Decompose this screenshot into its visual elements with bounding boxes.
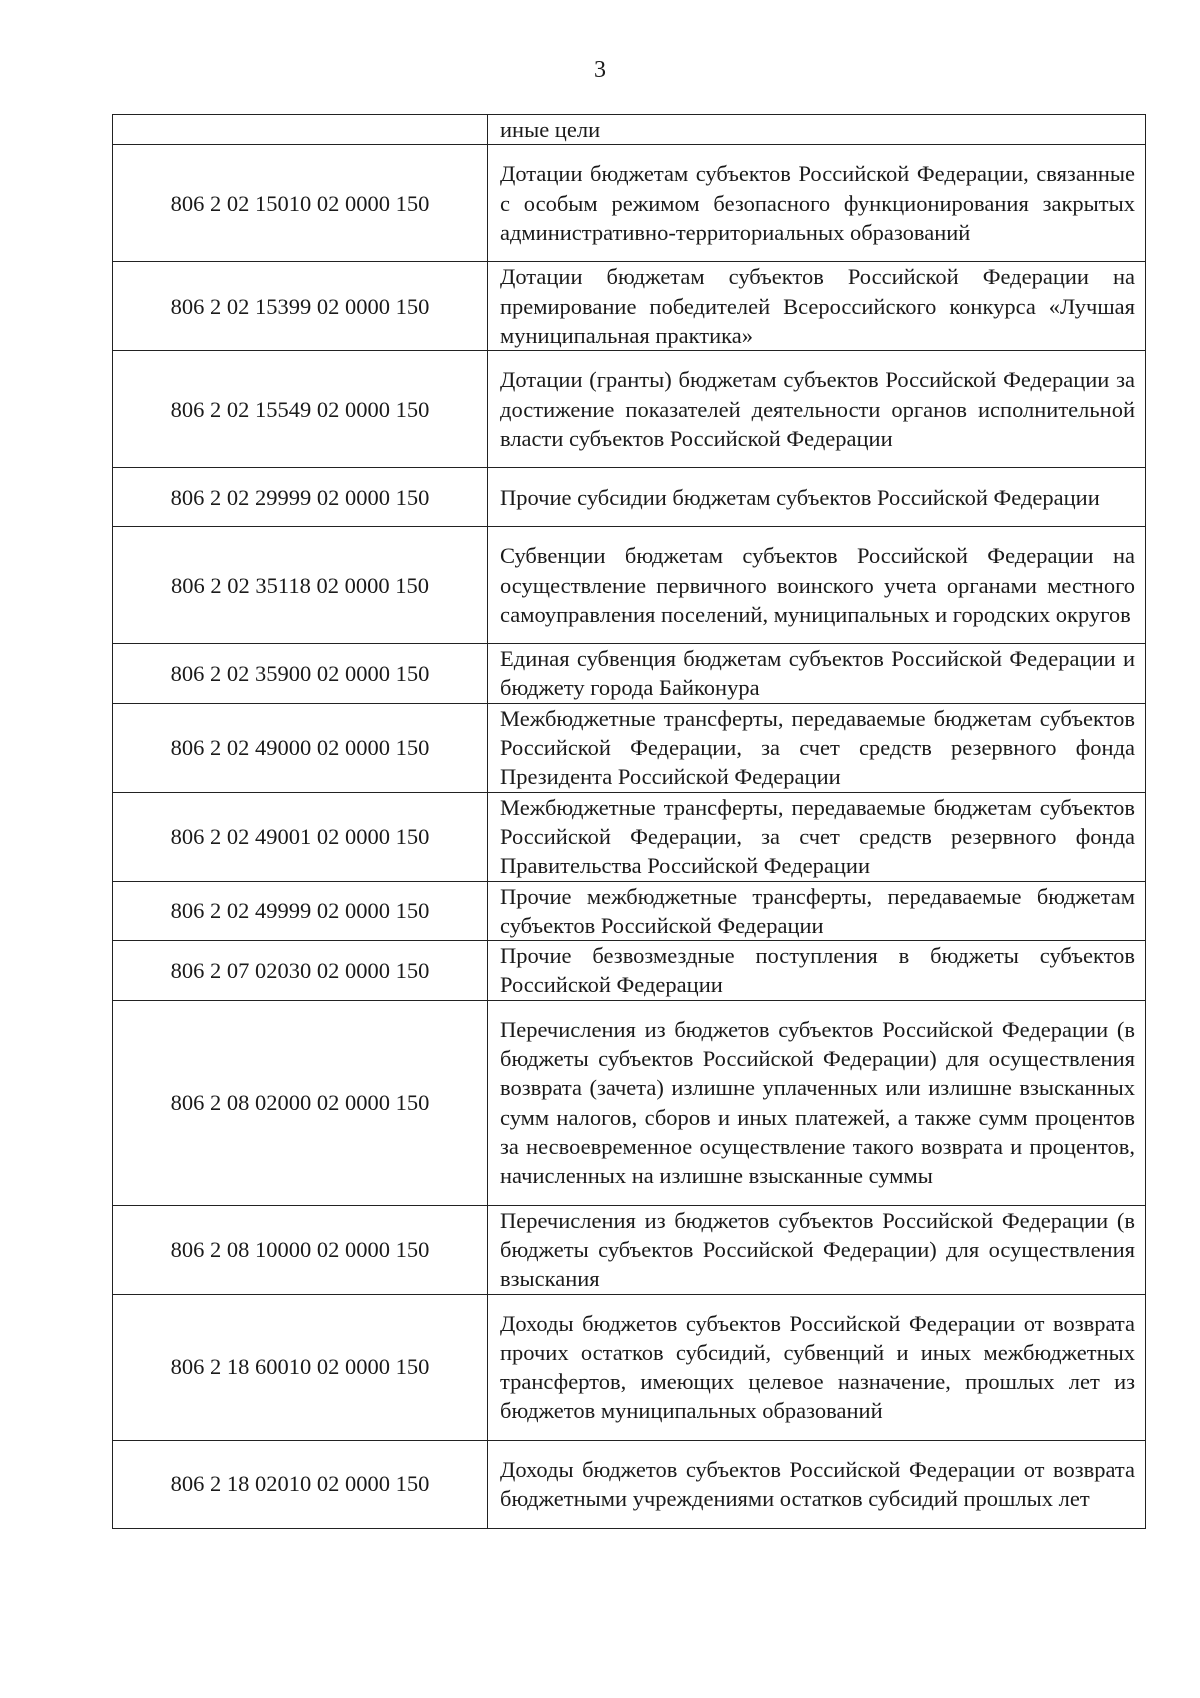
description-cell: Перечисления из бюджетов субъектов Российской Федерации (в бюджеты субъектов Российской Федерации) для осуществления возврата (зачета) излишне уплаченных или излишне взысканных сумм налогов, сборов и иных платежей, а также сумм процентов за несвоевременное осуществление такого возврата и процентов, начисленных на излишне взысканные суммы <box>488 1000 1146 1205</box>
code-cell: 806 2 18 02010 02 0000 150 <box>113 1440 488 1528</box>
description-cell: Дотации бюджетам субъектов Российской Федерации, связанные с особым режимом безопасного функционирования закрытых административно-территориальных образований <box>488 145 1146 262</box>
code-cell <box>113 115 488 145</box>
table-row <box>113 145 1146 262</box>
code-cell: 806 2 02 15399 02 0000 150 <box>113 262 488 351</box>
table-row <box>113 115 1146 145</box>
table-row <box>113 941 1146 1001</box>
code-cell: 806 2 02 35900 02 0000 150 <box>113 644 488 704</box>
table-row <box>113 881 1146 941</box>
code-cell: 806 2 02 49999 02 0000 150 <box>113 881 488 941</box>
page-number: 3 <box>594 57 606 83</box>
description-cell: Перечисления из бюджетов субъектов Российской Федерации (в бюджеты субъектов Российской Федерации) для осуществления взыскания <box>488 1205 1146 1294</box>
description-cell: Единая субвенция бюджетам субъектов Российской Федерации и бюджету города Байконура <box>488 644 1146 704</box>
description-cell: Прочие межбюджетные трансферты, передаваемые бюджетам субъектов Российской Федерации <box>488 881 1146 941</box>
code-cell: 806 2 02 15010 02 0000 150 <box>113 145 488 262</box>
table-row <box>113 1000 1146 1205</box>
table-row <box>113 1205 1146 1294</box>
table-row <box>113 527 1146 644</box>
description-cell: Дотации бюджетам субъектов Российской Федерации на премирование победителей Всероссийского конкурса «Лучшая муниципальная практика» <box>488 262 1146 351</box>
code-cell: 806 2 02 49000 02 0000 150 <box>113 703 488 792</box>
table-row <box>113 468 1146 527</box>
code-cell: 806 2 02 49001 02 0000 150 <box>113 792 488 881</box>
table-row <box>113 644 1146 704</box>
code-cell: 806 2 07 02030 02 0000 150 <box>113 941 488 1001</box>
code-cell: 806 2 08 10000 02 0000 150 <box>113 1205 488 1294</box>
description-cell: Межбюджетные трансферты, передаваемые бюджетам субъектов Российской Федерации, за счет средств резервного фонда Президента Российской Федерации <box>488 703 1146 792</box>
table-row <box>113 703 1146 792</box>
code-cell: 806 2 02 29999 02 0000 150 <box>113 468 488 527</box>
description-cell: Доходы бюджетов субъектов Российской Федерации от возврата прочих остатков субсидий, субвенций и иных межбюджетных трансфертов, имеющих целевое назначение, прошлых лет из бюджетов муниципальных образований <box>488 1294 1146 1440</box>
table-row <box>113 262 1146 351</box>
code-cell: 806 2 08 02000 02 0000 150 <box>113 1000 488 1205</box>
table-row <box>113 351 1146 468</box>
description-cell: Субвенции бюджетам субъектов Российской Федерации на осуществление первичного воинского учета органами местного самоуправления поселений, муниципальных и городских округов <box>488 527 1146 644</box>
description-cell: Прочие субсидии бюджетам субъектов Российской Федерации <box>488 468 1146 527</box>
description-cell: Прочие безвозмездные поступления в бюджеты субъектов Российской Федерации <box>488 941 1146 1001</box>
code-cell: 806 2 18 60010 02 0000 150 <box>113 1294 488 1440</box>
code-cell: 806 2 02 15549 02 0000 150 <box>113 351 488 468</box>
description-cell: Дотации (гранты) бюджетам субъектов Российской Федерации за достижение показателей деятельности органов исполнительной власти субъектов Российской Федерации <box>488 351 1146 468</box>
description-cell: иные цели <box>488 115 1146 145</box>
budget-codes-table <box>112 114 1146 1529</box>
table-row <box>113 792 1146 881</box>
code-cell: 806 2 02 35118 02 0000 150 <box>113 527 488 644</box>
description-cell: Доходы бюджетов субъектов Российской Федерации от возврата бюджетными учреждениями остатков субсидий прошлых лет <box>488 1440 1146 1528</box>
table-row <box>113 1440 1146 1528</box>
description-cell: Межбюджетные трансферты, передаваемые бюджетам субъектов Российской Федерации, за счет средств резервного фонда Правительства Российской Федерации <box>488 792 1146 881</box>
table-row <box>113 1294 1146 1440</box>
